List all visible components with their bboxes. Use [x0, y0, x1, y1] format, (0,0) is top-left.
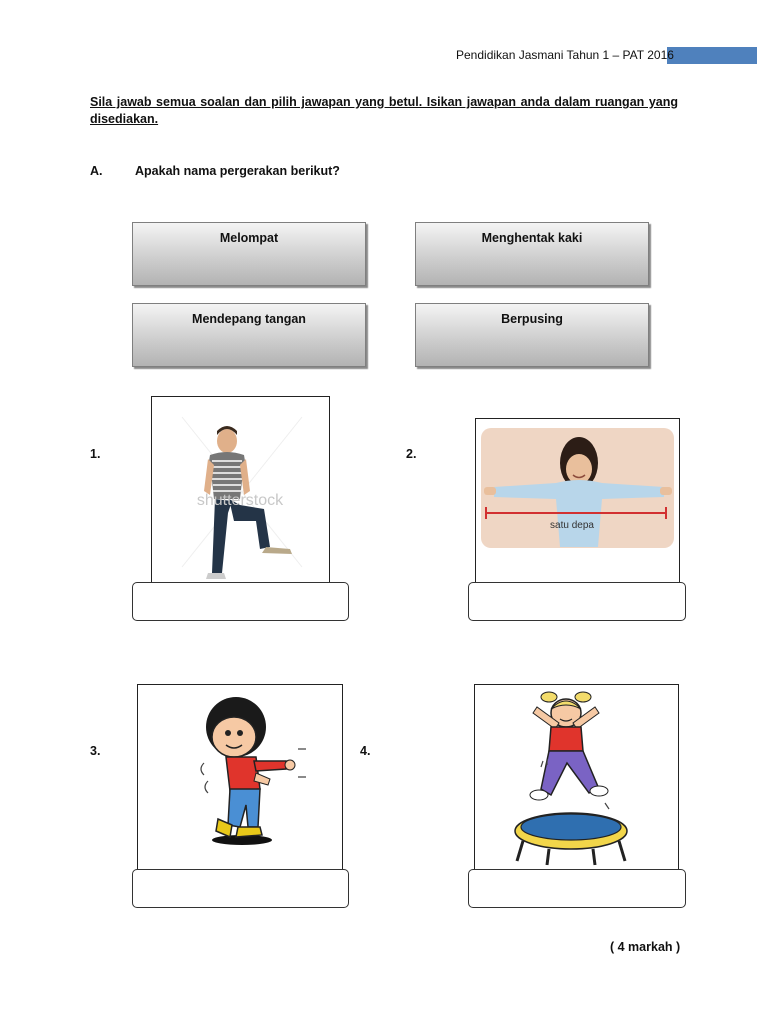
watermark-text: shutterstock [196, 492, 284, 509]
answer-box-4[interactable] [468, 869, 686, 908]
picture-1 [151, 396, 330, 584]
header-accent-bar [667, 47, 757, 64]
choice-menghentak-kaki[interactable]: Menghentak kaki [415, 222, 649, 286]
measurement-caption: satu depa [550, 520, 594, 531]
man-stomping-illustration [152, 397, 329, 583]
instructions: Sila jawab semua soalan dan pilih jawapan yang betul. Isikan jawapan anda dalam ruangan yang disediakan. [90, 95, 678, 126]
choice-berpusing[interactable]: Berpusing [415, 303, 649, 367]
section-label: A. [90, 164, 103, 178]
answer-box-2[interactable] [468, 582, 686, 621]
picture-4 [474, 684, 679, 872]
item-number-4: 4. [360, 744, 371, 758]
girl-arms-outstretched-photo [476, 419, 679, 583]
answer-box-3[interactable] [132, 869, 349, 908]
item-number-1: 1. [90, 447, 101, 461]
picture-3 [137, 684, 343, 872]
item-number-2: 2. [406, 447, 417, 461]
boy-spinning-cartoon [138, 685, 342, 871]
girl-trampoline-cartoon [475, 685, 678, 871]
answer-box-1[interactable] [132, 582, 349, 621]
section-question: Apakah nama pergerakan berikut? [135, 164, 340, 178]
picture-2 [475, 418, 680, 584]
document-header: Pendidikan Jasmani Tahun 1 – PAT 2016 [456, 48, 674, 62]
choice-mendepang-tangan[interactable]: Mendepang tangan [132, 303, 366, 367]
total-marks: ( 4 markah ) [610, 940, 681, 954]
item-number-3: 3. [90, 744, 101, 758]
choice-melompat[interactable]: Melompat [132, 222, 366, 286]
